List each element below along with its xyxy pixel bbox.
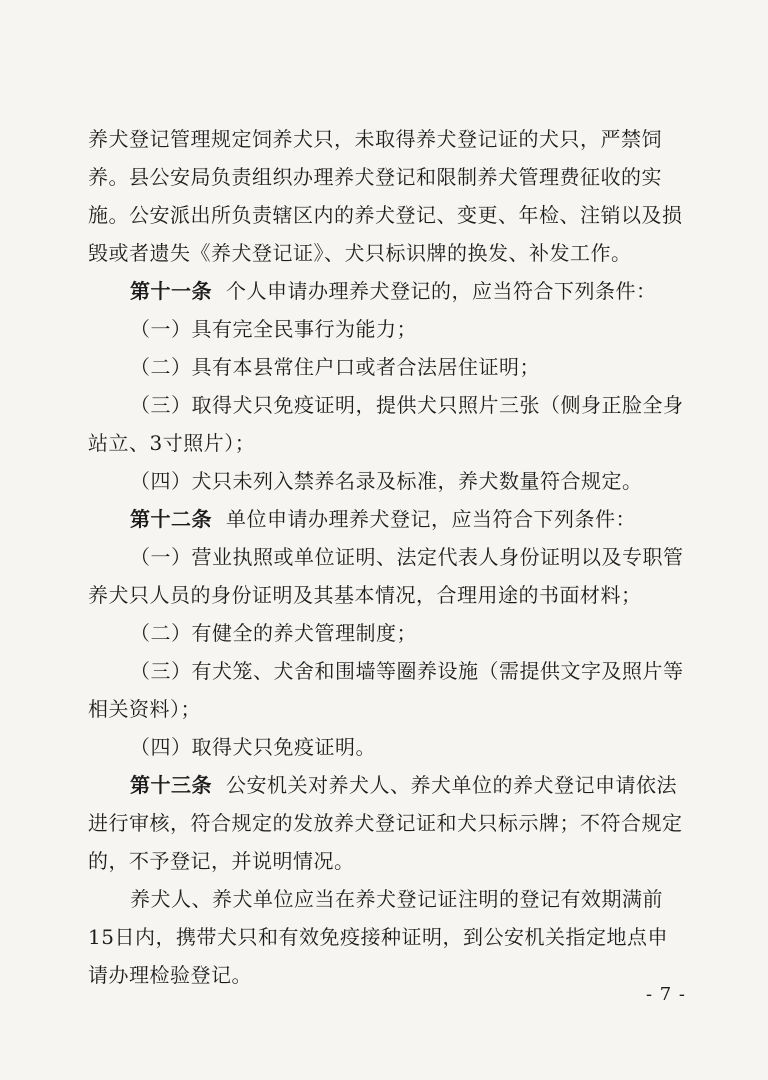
- article-12-heading: 第十二条: [130, 507, 212, 531]
- article-11-item-4: （四）犬只未列入禁养名录及标准，养犬数量符合规定。: [130, 469, 643, 493]
- article-13-heading: 第十三条: [130, 773, 212, 797]
- article-12: [88, 500, 688, 538]
- document-body: [88, 120, 688, 994]
- article-12-item-4: （四）取得犬只免疫证明。: [130, 735, 376, 759]
- article-12-intro: 单位申请办理养犬登记，应当符合下列条件：: [226, 507, 636, 531]
- article-12-item-3: （三）有犬笼、犬舍和围墙等圈养设施（需提供文字及照片等相关资料）；: [88, 659, 684, 721]
- paragraph-continuation: 养犬登记管理规定饲养犬只，未取得养犬登记证的犬只，严禁饲养。县公安局负责组织办理养犬登记和限制养犬管理费征收的实施。公安派出所负责辖区内的养犬登记、变更、年检、注销以及损毁或者遗失《养犬登记证》、犬只标识牌的换发、补发工作。: [88, 127, 683, 265]
- article-11-intro: 个人申请办理养犬登记的，应当符合下列条件：: [226, 279, 657, 303]
- article-11-item-3: （三）取得犬只免疫证明，提供犬只照片三张（侧身正脸全身站立、3寸照片）；: [88, 393, 684, 455]
- closing-paragraph: 养犬人、养犬单位应当在养犬登记证注明的登记有效期满前15日内，携带犬只和有效免疫接种证明，到公安机关指定地点申请办理检验登记。: [88, 887, 668, 987]
- page-number: - 7 -: [645, 984, 686, 1005]
- article-11-item-1: （一）具有完全民事行为能力；: [130, 317, 417, 341]
- article-12-item-1: （一）营业执照或单位证明、法定代表人身份证明以及专职管养犬只人员的身份证明及其基本情况，合理用途的书面材料；: [88, 545, 684, 607]
- article-12-item-2: （二）有健全的养犬管理制度；: [130, 621, 417, 645]
- article-11-heading: 第十一条: [130, 279, 212, 303]
- article-13-intro: 公安机关对养犬人、养犬单位的养犬登记申请依法进行审核，符合规定的发放养犬登记证和犬只标示牌；不符合规定的，不予登记，并说明情况。: [88, 773, 683, 873]
- article-11-item-2: （二）具有本县常住户口或者合法居住证明；: [130, 355, 540, 379]
- article-13: [88, 766, 688, 880]
- article-11: [88, 272, 688, 310]
